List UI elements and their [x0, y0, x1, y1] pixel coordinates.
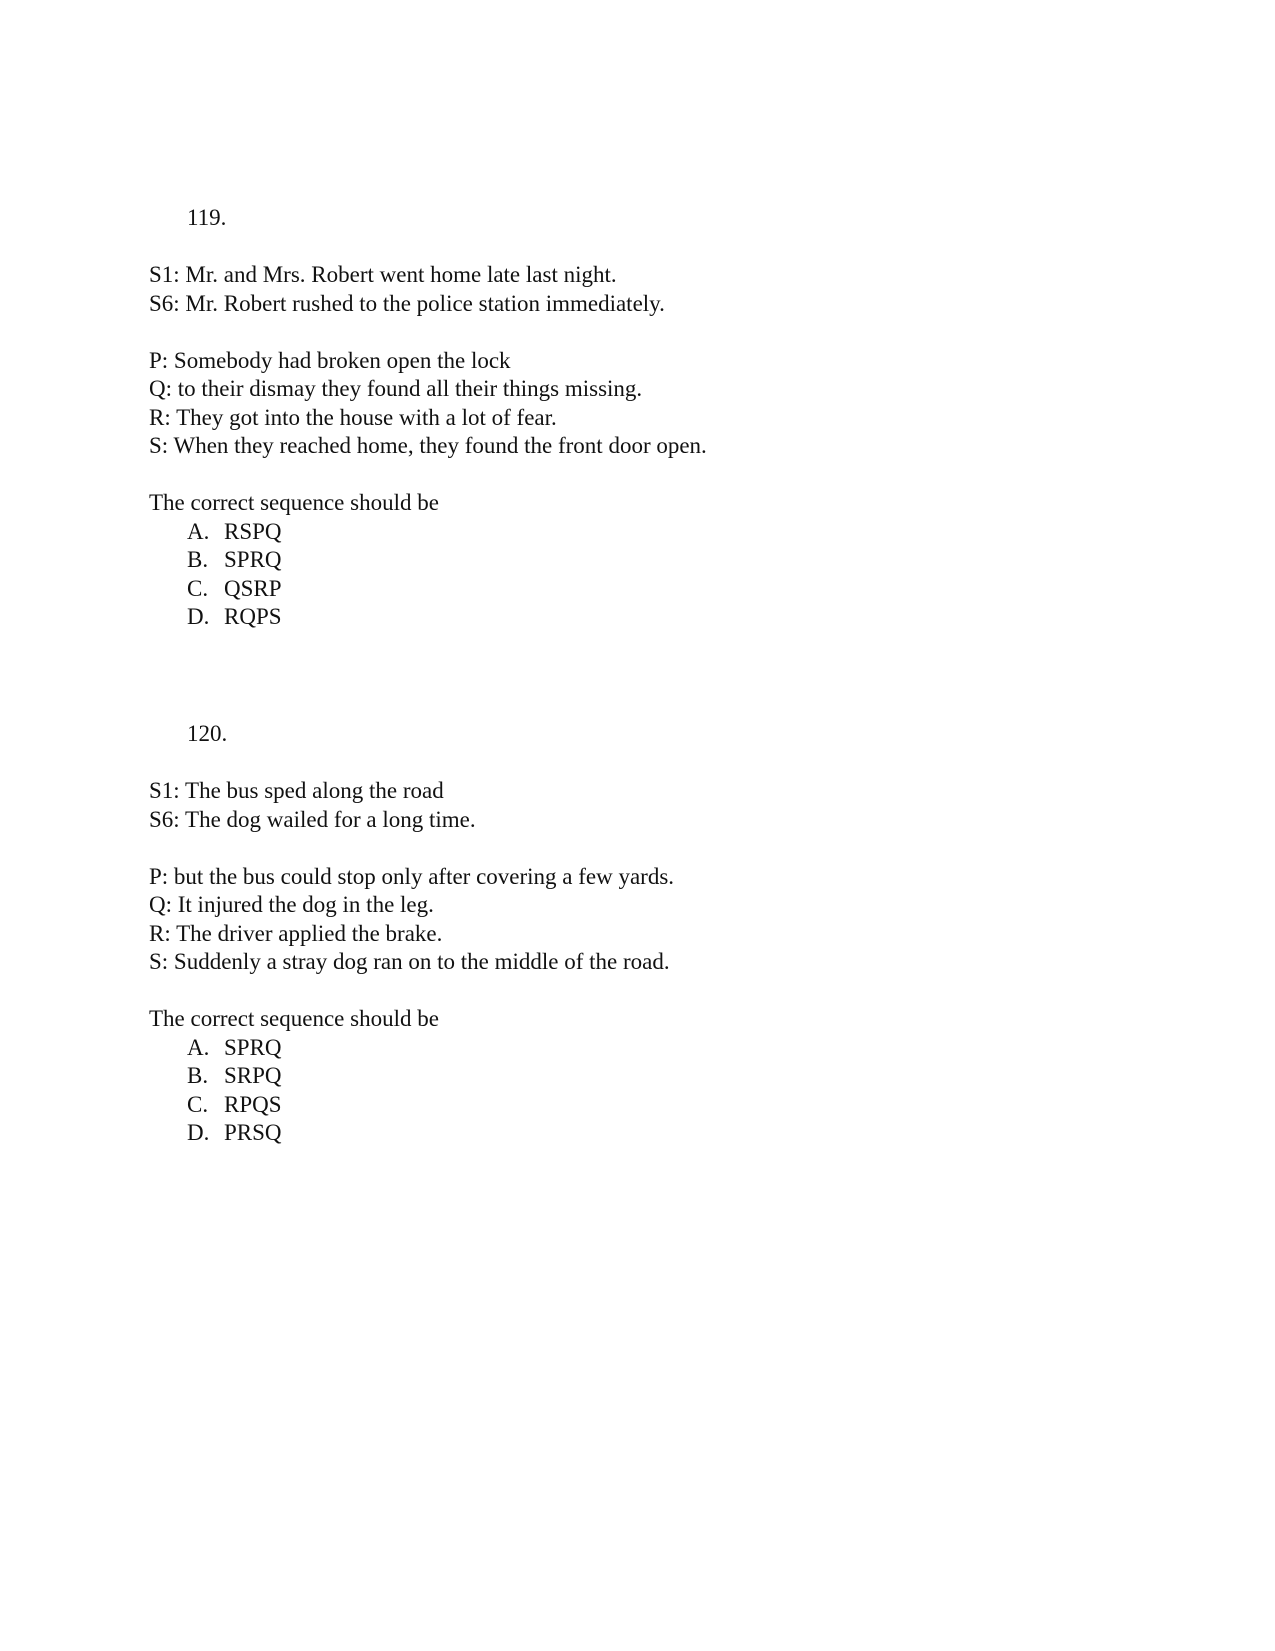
option-letter: C.: [187, 575, 209, 601]
option-text: SPRQ: [224, 547, 282, 572]
option-text: SRPQ: [224, 1063, 282, 1088]
given-sentence-s6: S6: The dog wailed for a long time.: [149, 806, 476, 832]
option-d: [187, 603, 1049, 632]
option-text: RQPS: [224, 604, 282, 629]
option-c: [187, 1091, 1049, 1120]
option-letter: B.: [187, 547, 209, 572]
option-letter: D.: [187, 604, 210, 629]
question-number: 120.: [187, 721, 228, 746]
option-text: PRSQ: [224, 1120, 282, 1145]
option-text: QSRP: [224, 575, 282, 601]
option-letter: C.: [187, 1091, 209, 1117]
option-c: [187, 575, 1049, 604]
option-d: [187, 1119, 1049, 1148]
question-prompt: The correct sequence should be: [149, 490, 439, 515]
option-letter: A.: [187, 518, 210, 544]
given-sentence-s1: S1: The bus sped along the road: [149, 778, 444, 803]
option-text: SPRQ: [224, 1034, 282, 1060]
option-letter: D.: [187, 1120, 210, 1145]
option-b: [187, 546, 1049, 575]
part-s: S: When they reached home, they found the front door open.: [149, 433, 707, 458]
question-prompt: The correct sequence should be: [149, 1006, 439, 1031]
option-b: [187, 1062, 1049, 1091]
given-sentence-s6: S6: Mr. Robert rushed to the police station immediately.: [149, 290, 665, 316]
option-text: RPQS: [224, 1091, 282, 1117]
part-p: P: but the bus could stop only after covering a few yards.: [149, 863, 675, 889]
question-119: [149, 204, 1049, 632]
given-sentence-s1: S1: Mr. and Mrs. Robert went home late last night.: [149, 262, 617, 287]
option-a: [187, 1034, 1049, 1063]
option-text: RSPQ: [224, 518, 282, 544]
part-r: R: They got into the house with a lot of fear.: [149, 404, 557, 430]
part-q: Q: to their dismay they found all their things missing.: [149, 376, 643, 401]
part-s: S: Suddenly a stray dog ran on to the middle of the road.: [149, 949, 670, 974]
part-q: Q: It injured the dog in the leg.: [149, 892, 434, 917]
part-r: R: The driver applied the brake.: [149, 920, 443, 946]
option-letter: B.: [187, 1063, 209, 1088]
part-p: P: Somebody had broken open the lock: [149, 347, 511, 373]
question-120: [149, 720, 1049, 1148]
question-number: 119.: [187, 205, 227, 230]
option-a: [187, 518, 1049, 547]
option-letter: A.: [187, 1034, 210, 1060]
